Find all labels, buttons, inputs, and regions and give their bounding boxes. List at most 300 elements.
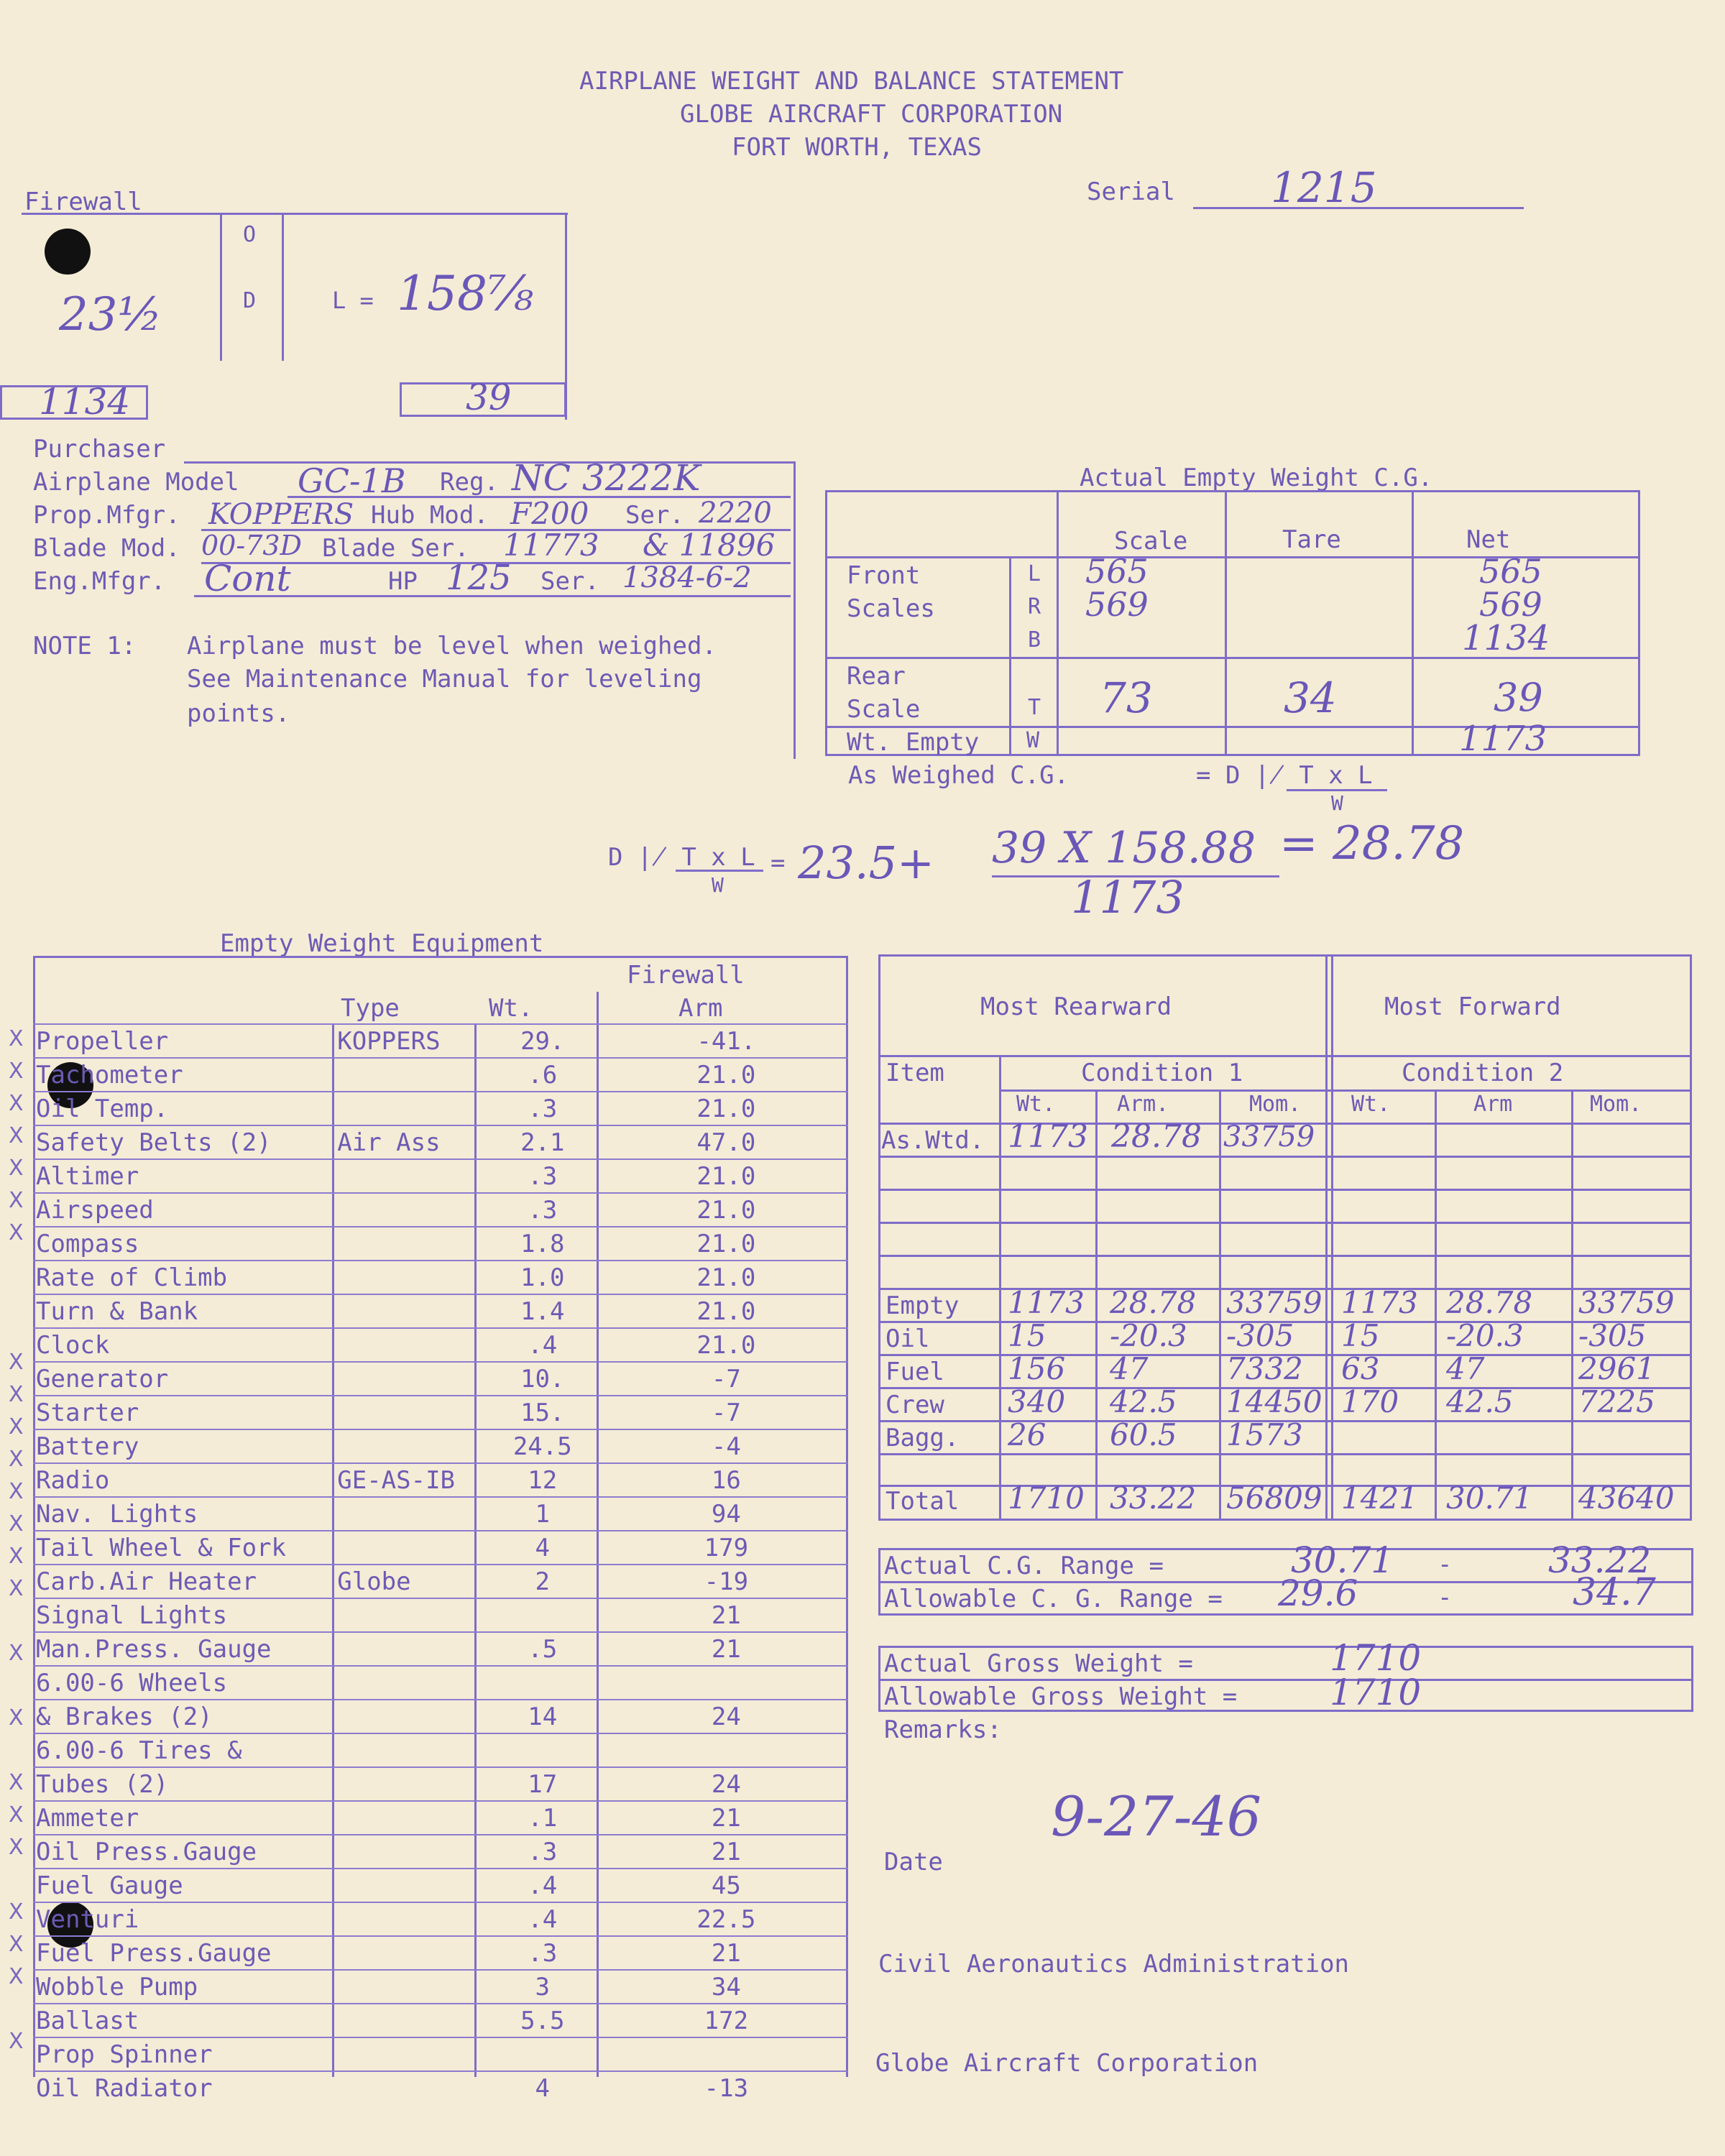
equipment-type (334, 1801, 481, 1835)
equipment-name: Rate of Climb (33, 1261, 334, 1294)
cond2-arm: 47 (1446, 1351, 1485, 1386)
cg-col-tare: Tare (1282, 525, 1341, 554)
equipment-arm: 21 (604, 1598, 848, 1632)
actual-cg-max: 33.22 (1548, 1539, 1652, 1581)
caa-label: Civil Aeronautics Administration (878, 1950, 1350, 1978)
equipment-name: Fuel Gauge (33, 1869, 334, 1902)
equipment-col-wt: Wt. (489, 994, 533, 1023)
cond2-arm: 42.5 (1446, 1384, 1514, 1419)
blade-ser-value-2: & 11896 (643, 528, 776, 563)
cg-col-line-2 (1057, 490, 1059, 756)
hp-value: 125 (446, 558, 512, 598)
reg-value: NC 3222K (512, 457, 701, 499)
cond-row-blank-2 (878, 1222, 1692, 1224)
equipment-name: Safety Belts (2) (33, 1125, 334, 1159)
check-mark: X (9, 1932, 24, 1957)
cond2-wt: 170 (1341, 1384, 1399, 1419)
as-weighed-formula: = D ∤ T x L (1196, 761, 1373, 790)
front-weight-value: 1134 (39, 381, 131, 423)
equipment-arm: -41. (604, 1024, 848, 1058)
check-mark: X (9, 1026, 24, 1051)
equipment-wt: 4 (481, 2071, 604, 2104)
calc-formula: D ∤ T x L (608, 843, 755, 872)
check-mark: X (9, 2029, 24, 2054)
table-row (33, 1497, 848, 1531)
date-value: 9-27-46 (1051, 1784, 1262, 1848)
equipment-wt: 3 (481, 1970, 604, 2004)
cg-row-w: W (1026, 728, 1040, 753)
equipment-wt: 12 (481, 1463, 604, 1497)
equipment-type (334, 1159, 481, 1193)
table-row (33, 1531, 848, 1565)
cond-split-line (1325, 954, 1328, 1521)
blade-mod-label: Blade Mod. (33, 534, 180, 563)
cg-col-line-4 (1412, 490, 1414, 756)
cond1-wt-header: Wt. (1016, 1092, 1056, 1117)
date-label: Date (884, 1848, 943, 1876)
table-row (33, 1227, 848, 1261)
equipment-table (33, 1023, 848, 2104)
check-mark: X (9, 1479, 24, 1504)
check-mark: X (9, 1059, 24, 1084)
serial-underline (1193, 207, 1524, 209)
calc-expr-den: 1173 (1071, 871, 1184, 923)
equipment-name: Altimer (33, 1159, 334, 1193)
equipment-wt: .4 (481, 1902, 604, 1936)
info-top-line (184, 461, 795, 464)
equipment-wt: 14 (481, 1700, 604, 1733)
reg-label: Reg. (440, 468, 499, 497)
equipment-arm: 24 (604, 1700, 848, 1733)
cond1-mom: 33759 (1226, 1285, 1322, 1320)
equipment-wt: .4 (481, 1328, 604, 1362)
cg-row-l: L (1028, 561, 1041, 586)
equipment-arm: 94 (604, 1497, 848, 1531)
most-forward-label: Most Forward (1384, 992, 1561, 1021)
check-mark: X (9, 1770, 24, 1795)
equipment-type (334, 1531, 481, 1565)
table-row (33, 1125, 848, 1159)
equipment-wt: 10. (481, 1362, 604, 1396)
equipment-name: Prop Spinner (33, 2037, 334, 2071)
blade-ser-value: 11773 (503, 528, 599, 563)
equipment-name: Oil Press.Gauge (33, 1835, 334, 1869)
cg-row-t: T (1028, 695, 1041, 720)
cond1-arm: 42.5 (1110, 1384, 1177, 1419)
cond-row-blank-4 (878, 1453, 1692, 1455)
equipment-name: Ammeter (33, 1801, 334, 1835)
cond2-arm: 30.71 (1446, 1480, 1533, 1516)
table-row (33, 1902, 848, 1936)
cond1-mom-header: Mom. (1249, 1092, 1302, 1117)
equipment-type (334, 1598, 481, 1632)
table-row (33, 1261, 848, 1294)
d-value: 23½ (59, 288, 162, 341)
hub-mod-label: Hub Mod. (371, 501, 489, 530)
table-row (33, 1396, 848, 1429)
check-mark: X (9, 1802, 24, 1828)
purchaser-label: Purchaser (33, 435, 166, 464)
cond1-arm-header: Arm. (1117, 1092, 1169, 1117)
cond-row-aswtd (878, 1156, 1692, 1158)
table-row (33, 1565, 848, 1598)
table-row (33, 1159, 848, 1193)
eng-ser-label: Ser. (540, 567, 599, 596)
cond2-mom: 43640 (1578, 1480, 1675, 1516)
cg-r-scale: 569 (1085, 585, 1149, 624)
punch-hole-top (45, 229, 91, 275)
table-row (33, 1463, 848, 1497)
firewall-left-divider (220, 213, 222, 361)
l-label: L = (332, 287, 374, 314)
equipment-wt: .4 (481, 1869, 604, 1902)
equipment-name: Wobble Pump (33, 1970, 334, 2004)
note-line-3: points. (187, 699, 290, 728)
equipment-arm: 21 (604, 1632, 848, 1666)
cond-row-blank-1 (878, 1189, 1692, 1191)
cond2-mom: 33759 (1578, 1285, 1675, 1320)
cond1-arm: -20.3 (1110, 1318, 1187, 1353)
as-wtd-arm: 28.78 (1111, 1118, 1202, 1155)
equipment-wt: 4 (481, 1531, 604, 1565)
equipment-name: Generator (33, 1362, 334, 1396)
table-row (33, 1733, 848, 1767)
equipment-type (334, 1902, 481, 1936)
eng-underline (194, 595, 791, 597)
equipment-wt: .5 (481, 1632, 604, 1666)
allow-cg-dash: - (1438, 1583, 1453, 1612)
prop-mfgr-label: Prop.Mfgr. (33, 501, 180, 530)
eng-mfgr-label: Eng.Mfgr. (33, 567, 166, 596)
eng-ser-value: 1384-6-2 (622, 561, 752, 594)
cond-row-header-1 (878, 1055, 1692, 1057)
blade-ser-label: Blade Ser. (322, 534, 469, 563)
cond2-wt: 1421 (1341, 1480, 1418, 1516)
cond2-wt-header: Wt. (1351, 1092, 1391, 1117)
equipment-arm: 21.0 (604, 1092, 848, 1125)
cg-l-scale: 565 (1085, 552, 1149, 591)
cond1-wt: 26 (1008, 1417, 1046, 1452)
note-line-1: Airplane must be level when weighed. (187, 632, 717, 660)
equipment-type: Globe (334, 1565, 481, 1598)
equipment-name: Clock (33, 1328, 334, 1362)
check-mark: X (9, 1188, 24, 1213)
cond-row-label: Bagg. (886, 1424, 960, 1452)
firewall-top-line (22, 213, 568, 215)
equipment-wt: .3 (481, 1835, 604, 1869)
equipment-name: Carb.Air Heater (33, 1565, 334, 1598)
equipment-type: GE-AS-IB (334, 1463, 481, 1497)
equipment-type (334, 1700, 481, 1733)
cg-r-net: 569 (1479, 585, 1542, 624)
equipment-arm: 16 (604, 1463, 848, 1497)
equipment-arm: -7 (604, 1362, 848, 1396)
as-wtd-label: As.Wtd. (881, 1126, 985, 1155)
check-mark: X (9, 1544, 24, 1569)
cg-front-label: Front (847, 561, 921, 590)
equipment-type (334, 1666, 481, 1700)
equipment-type (334, 2004, 481, 2037)
check-mark: X (9, 1414, 24, 1439)
hub-ser-label: Ser. (625, 501, 684, 530)
cg-w-net: 1173 (1459, 719, 1547, 759)
equipment-type: KOPPERS (334, 1024, 481, 1058)
equipment-name: Oil Temp. (33, 1092, 334, 1125)
equipment-type (334, 1936, 481, 1970)
actual-gross-value: 1710 (1330, 1637, 1422, 1679)
cond1-wt: 156 (1008, 1351, 1066, 1386)
check-mark: X (9, 1350, 24, 1375)
table-row (33, 1058, 848, 1092)
equipment-name: & Brakes (2) (33, 1700, 334, 1733)
equipment-arm: 24 (604, 1767, 848, 1801)
equipment-name: Oil Radiator (33, 2071, 334, 2104)
check-mark: X (9, 1091, 24, 1116)
equipment-type (334, 1733, 481, 1767)
table-row (33, 2004, 848, 2037)
most-rearward-label: Most Rearward (980, 992, 1172, 1021)
cond2-mom-header: Mom. (1590, 1092, 1642, 1117)
table-row (33, 2071, 848, 2104)
equipment-arm: 22.5 (604, 1902, 848, 1936)
check-mark: X (9, 1964, 24, 1989)
equipment-type (334, 1632, 481, 1666)
check-mark: X (9, 1705, 24, 1731)
equipment-wt: .3 (481, 1936, 604, 1970)
check-mark: X (9, 1447, 24, 1472)
check-mark: X (9, 1576, 24, 1601)
firewall-label: Firewall (24, 188, 142, 216)
cond-row-label: Oil (886, 1325, 930, 1353)
cond2-mom: -305 (1578, 1318, 1647, 1353)
equipment-type (334, 1261, 481, 1294)
equipment-type (334, 1429, 481, 1463)
equipment-col-type: Type (341, 994, 400, 1023)
cg-row-b: B (1028, 627, 1041, 653)
allow-cg-label: Allowable C. G. Range = (884, 1585, 1223, 1613)
table-row (33, 1936, 848, 1970)
equipment-type (334, 1092, 481, 1125)
equipment-type (334, 1227, 481, 1261)
equipment-wt: 24.5 (481, 1429, 604, 1463)
cg-wt-empty-label: Wt. Empty (847, 728, 980, 757)
equipment-name: Ballast (33, 2004, 334, 2037)
check-mark: X (9, 1641, 24, 1666)
cond-item-label: Item (886, 1059, 944, 1087)
table-row (33, 1598, 848, 1632)
cond-row-label: Crew (886, 1391, 944, 1419)
cg-scale-label: Scale (847, 695, 921, 724)
cg-b-net: 1134 (1462, 618, 1550, 658)
table-row (33, 1869, 848, 1902)
equipment-type (334, 2071, 481, 2104)
cond1-arm: 47 (1110, 1351, 1149, 1386)
equipment-name: Fuel Press.Gauge (33, 1936, 334, 1970)
table-row (33, 1632, 848, 1666)
equipment-arm: 45 (604, 1869, 848, 1902)
equipment-arm: 21 (604, 1835, 848, 1869)
cg-row-r: R (1028, 594, 1041, 619)
equipment-arm (604, 1733, 848, 1767)
table-row (33, 1193, 848, 1227)
cg-t-tare: 34 (1284, 673, 1337, 722)
equipment-name: Starter (33, 1396, 334, 1429)
equipment-arm: 47.0 (604, 1125, 848, 1159)
table-row (33, 2037, 848, 2071)
equipment-type (334, 2037, 481, 2071)
cond1-mom: 1573 (1226, 1417, 1303, 1452)
table-row (33, 1328, 848, 1362)
cond1-wt: 1710 (1008, 1480, 1085, 1516)
equipment-arm: 21.0 (604, 1294, 848, 1328)
as-weighed-label: As Weighed C.G. (848, 761, 1070, 790)
cond2-arm-header: Arm (1473, 1092, 1513, 1117)
equipment-type (334, 1970, 481, 2004)
equipment-type: Air Ass (334, 1125, 481, 1159)
empty-cg-title: Actual Empty Weight C.G. (1080, 464, 1433, 492)
cg-t-scale: 73 (1100, 673, 1153, 722)
cg-col-line-3 (1225, 490, 1227, 756)
cond-row-blank-3 (878, 1255, 1692, 1257)
company-city: FORT WORTH, TEXAS (732, 133, 982, 162)
equipment-name: Compass (33, 1227, 334, 1261)
equipment-arm: 21.0 (604, 1159, 848, 1193)
actual-gross-label: Actual Gross Weight = (884, 1649, 1193, 1678)
calc-eq: = (770, 849, 786, 877)
cond-1-label: Condition 1 (1081, 1059, 1243, 1087)
l-value: 158⅞ (397, 266, 533, 321)
check-mark: X (9, 1156, 24, 1181)
equipment-type (334, 1767, 481, 1801)
table-row (33, 1767, 848, 1801)
calc-result: = 28.78 (1279, 817, 1465, 870)
equipment-arm: -7 (604, 1396, 848, 1429)
hub-mod-value: F200 (510, 496, 589, 531)
as-wtd-wt: 1173 (1008, 1118, 1088, 1155)
cond2-wt: 1173 (1341, 1285, 1418, 1320)
cond1-wt: 340 (1008, 1384, 1066, 1419)
equipment-wt: .3 (481, 1193, 604, 1227)
equipment-type (334, 1497, 481, 1531)
equipment-type (334, 1294, 481, 1328)
cond1-arm: 28.78 (1110, 1285, 1197, 1320)
check-mark: X (9, 1899, 24, 1925)
equipment-wt: 15. (481, 1396, 604, 1429)
cond1-arm: 33.22 (1110, 1480, 1197, 1516)
table-row (33, 1362, 848, 1396)
equipment-arm: 21 (604, 1936, 848, 1970)
airplane-model-label: Airplane Model (33, 468, 239, 497)
cond-row-label: Empty (886, 1291, 960, 1320)
equipment-name: Venturi (33, 1902, 334, 1936)
equipment-wt: 5.5 (481, 2004, 604, 2037)
cond2-wt: 15 (1341, 1318, 1380, 1353)
cond-col-1b (1219, 1089, 1221, 1521)
cond1-mom: 7332 (1226, 1351, 1303, 1386)
equipment-arm: -19 (604, 1565, 848, 1598)
calc-fraction-bar (676, 870, 763, 872)
equipment-wt: 29. (481, 1024, 604, 1058)
equipment-wt: 1 (481, 1497, 604, 1531)
cond2-arm: -20.3 (1446, 1318, 1524, 1353)
equipment-wt: 1.0 (481, 1261, 604, 1294)
check-mark: X (9, 1511, 24, 1537)
equipment-arm: 21.0 (604, 1058, 848, 1092)
cond-row-label: Fuel (886, 1358, 944, 1386)
cond-split-line-b (1331, 954, 1333, 1521)
equipment-firewall-label: Firewall (627, 961, 745, 990)
cond-col-1a (1095, 1089, 1098, 1521)
equipment-name: Tubes (2) (33, 1767, 334, 1801)
info-right-line (794, 461, 796, 759)
cond2-mom: 7225 (1578, 1384, 1655, 1419)
serial-label: Serial (1087, 178, 1175, 206)
equipment-arm: 21.0 (604, 1193, 848, 1227)
cond1-mom: -305 (1226, 1318, 1294, 1353)
remarks-label: Remarks: (884, 1715, 1002, 1744)
cond1-mom: 56809 (1226, 1480, 1322, 1516)
check-mark: X (9, 1220, 24, 1245)
hp-label: HP (388, 567, 418, 596)
equipment-wt: 1.8 (481, 1227, 604, 1261)
equipment-wt: 2 (481, 1565, 604, 1598)
equipment-type (334, 1193, 481, 1227)
equipment-col-arm: Arm (678, 994, 723, 1023)
cond-col-2a (1435, 1089, 1437, 1521)
blade-mod-value: 00-73D (201, 530, 303, 561)
o-label: O (243, 222, 257, 247)
equipment-arm: -4 (604, 1429, 848, 1463)
table-row (33, 1294, 848, 1328)
note-label: NOTE 1: (33, 632, 137, 660)
equipment-type (334, 1869, 481, 1902)
table-row (33, 1801, 848, 1835)
equipment-arm (604, 1666, 848, 1700)
equipment-name: Radio (33, 1463, 334, 1497)
equipment-wt: .3 (481, 1092, 604, 1125)
equipment-arm (604, 2037, 848, 2071)
as-weighed-formula-den: W (1331, 791, 1343, 815)
cond-row-label: Total (886, 1487, 960, 1516)
check-mark: X (9, 1382, 24, 1407)
doc-title: AIRPLANE WEIGHT AND BALANCE STATEMENT (579, 67, 1124, 96)
equipment-name: Signal Lights (33, 1598, 334, 1632)
cond2-mom: 2961 (1578, 1351, 1655, 1386)
equipment-arm: 21 (604, 1801, 848, 1835)
allow-cg-min: 29.6 (1278, 1572, 1358, 1614)
actual-cg-dash: - (1438, 1550, 1453, 1579)
cond2-arm: 28.78 (1446, 1285, 1533, 1320)
eng-mfgr-value: Cont (204, 558, 291, 599)
equipment-wt (481, 1666, 604, 1700)
equipment-arm: 21.0 (604, 1328, 848, 1362)
calc-expr-num: 39 X 158.88 (992, 823, 1256, 873)
equipment-wt (481, 2037, 604, 2071)
cond1-wt: 15 (1008, 1318, 1046, 1353)
cond-col-2b (1571, 1089, 1573, 1521)
equipment-name: Tachometer (33, 1058, 334, 1092)
equipment-type (334, 1396, 481, 1429)
table-row (33, 1700, 848, 1733)
equipment-type (334, 1058, 481, 1092)
note-line-2: See Maintenance Manual for leveling (187, 665, 702, 694)
cond1-wt: 1173 (1008, 1285, 1085, 1320)
equipment-arm: 21.0 (604, 1261, 848, 1294)
cond1-arm: 60.5 (1110, 1417, 1177, 1452)
airplane-model-value: GC-1B (298, 461, 406, 500)
serial-value: 1215 (1271, 163, 1377, 212)
cg-rear-label: Rear (847, 662, 906, 691)
